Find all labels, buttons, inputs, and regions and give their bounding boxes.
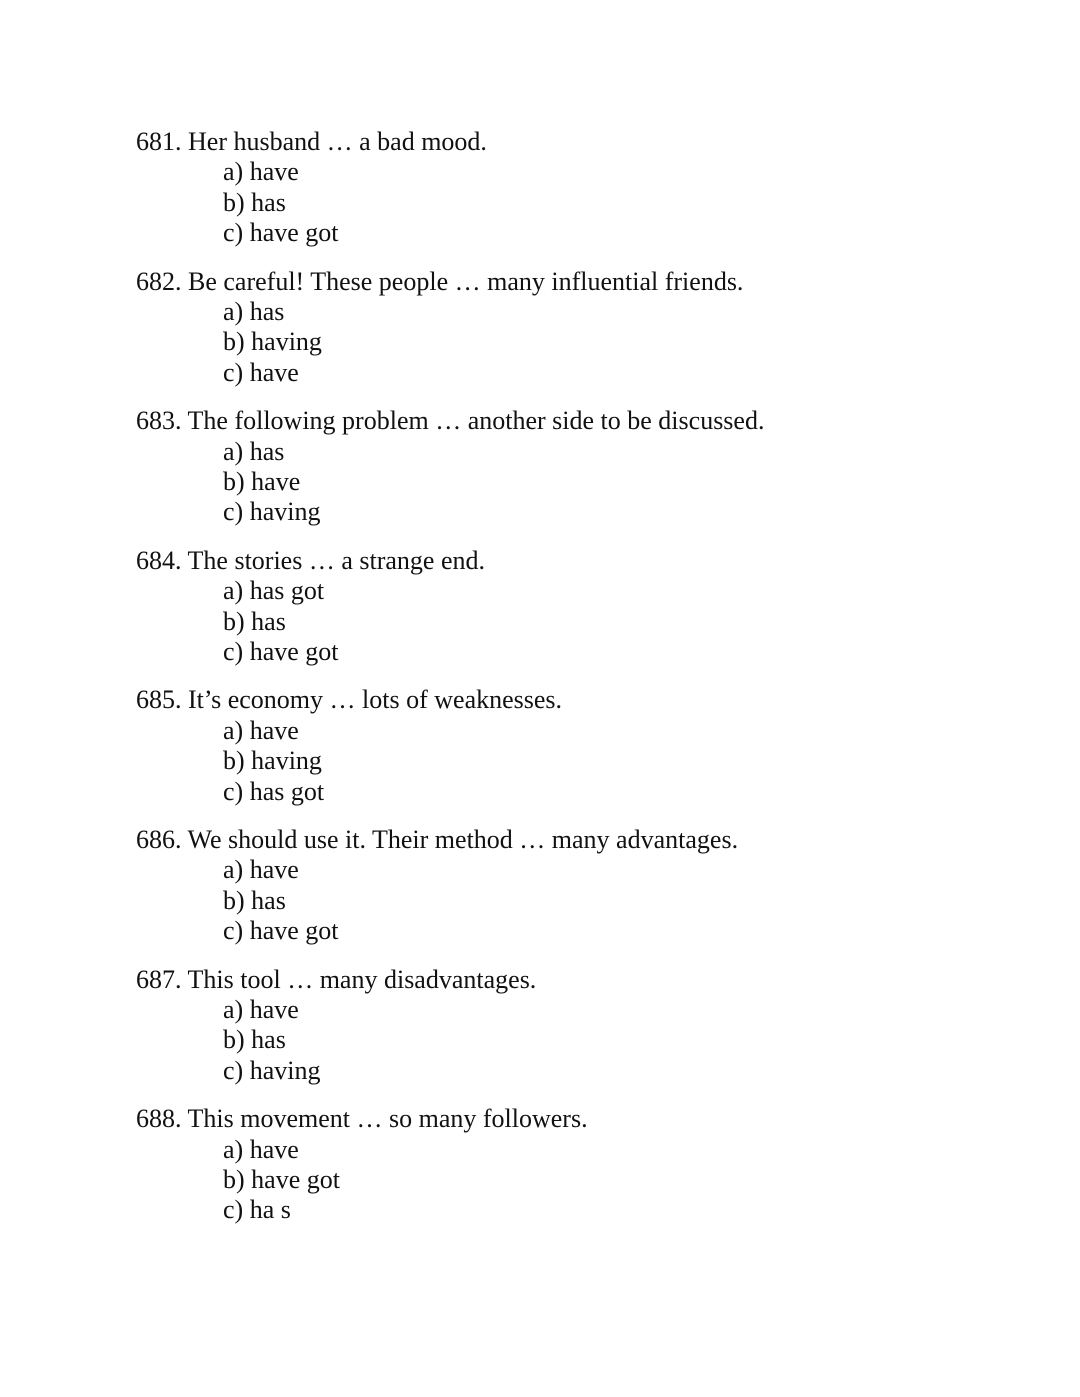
answer-option: b) has xyxy=(223,606,286,636)
question-stem: 688. This movement … so many followers. xyxy=(136,1104,588,1134)
answer-option: c) have got xyxy=(223,218,339,248)
question-block xyxy=(136,685,562,807)
answer-option: a) have xyxy=(223,157,299,187)
question-block xyxy=(136,965,536,1087)
answer-option: a) has xyxy=(223,297,285,326)
question-stem: 683. The following problem … another side to be discussed. xyxy=(136,406,765,436)
question-block xyxy=(136,127,487,249)
answer-option: b) have got xyxy=(223,1165,340,1194)
question-stem: 687. This tool … many disadvantages. xyxy=(136,964,537,994)
question-stem: 684. The stories … a strange end. xyxy=(136,545,485,575)
answer-option: a) have xyxy=(223,995,299,1024)
answer-option: a) have xyxy=(223,1134,299,1164)
question-block xyxy=(136,546,485,668)
answer-option: b) having xyxy=(223,746,322,776)
answer-option: a) have xyxy=(223,715,299,745)
answer-option: b) have xyxy=(223,467,301,496)
answer-option: c) having xyxy=(223,497,321,527)
answer-option: b) has xyxy=(223,187,286,217)
answer-option: c) having xyxy=(223,1055,321,1085)
question-block xyxy=(136,1104,588,1226)
answer-option: c) has got xyxy=(223,776,325,806)
question-stem: 681. Her husband … a bad mood. xyxy=(136,127,487,156)
answer-option: a) have xyxy=(223,855,299,885)
question-stem: 682. Be careful! These people … many influential friends. xyxy=(136,266,744,296)
answer-option: a) has xyxy=(223,436,285,466)
answer-option: c) ha s xyxy=(223,1195,291,1225)
question-block xyxy=(136,267,743,389)
answer-option: b) has xyxy=(223,1025,286,1055)
answer-option: c) have got xyxy=(223,916,339,946)
question-stem: 686. We should use it. Their method … many advantages. xyxy=(136,825,739,854)
answer-option: b) has xyxy=(223,885,286,915)
answer-option: b) having xyxy=(223,327,322,357)
answer-option: a) has got xyxy=(223,576,325,606)
answer-option: c) have got xyxy=(223,637,339,667)
answer-option: c) have xyxy=(223,357,299,387)
question-block xyxy=(136,825,738,947)
question-block xyxy=(136,406,764,528)
question-stem: 685. It’s economy … lots of weaknesses. xyxy=(136,685,563,715)
